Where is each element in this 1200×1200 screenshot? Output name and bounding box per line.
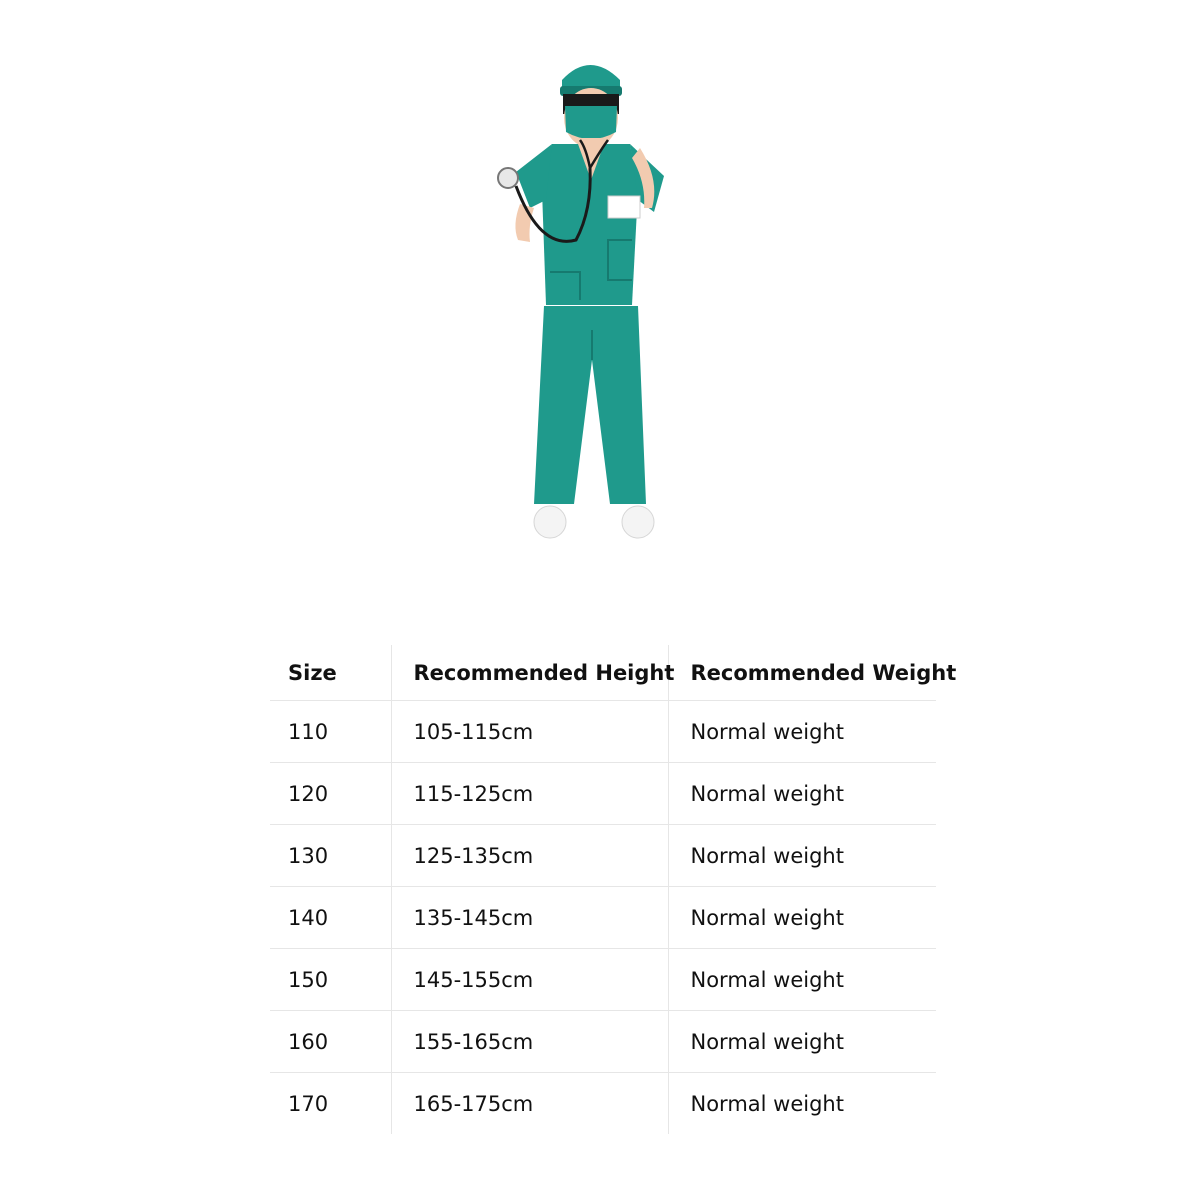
header-weight: Recommended Weight <box>668 645 936 701</box>
cell-size: 110 <box>270 701 391 763</box>
cell-height: 165-175cm <box>391 1073 668 1135</box>
cell-height: 155-165cm <box>391 1011 668 1073</box>
cell-weight: Normal weight <box>668 949 936 1011</box>
cell-size: 140 <box>270 887 391 949</box>
cell-weight: Normal weight <box>668 763 936 825</box>
table-row <box>270 1073 936 1135</box>
table-row <box>270 825 936 887</box>
cell-weight: Normal weight <box>668 1011 936 1073</box>
table-header-row <box>270 645 936 701</box>
product-photo <box>340 40 860 560</box>
cell-size: 120 <box>270 763 391 825</box>
table-row <box>270 701 936 763</box>
size-chart-table <box>270 645 957 1134</box>
cell-size: 150 <box>270 949 391 1011</box>
cell-weight: Normal weight <box>668 701 936 763</box>
cell-weight: Normal weight <box>668 825 936 887</box>
child-doctor-figure-icon <box>340 40 860 560</box>
cell-height: 135-145cm <box>391 887 668 949</box>
table-row <box>270 763 936 825</box>
cell-size: 130 <box>270 825 391 887</box>
cell-size: 170 <box>288 1091 329 1116</box>
table-row <box>270 887 936 949</box>
cell-weight: Normal weight <box>668 887 936 949</box>
header-height: Recommended Height <box>391 645 668 701</box>
cell-height: 145-155cm <box>391 949 668 1011</box>
header-size: Size <box>270 645 391 701</box>
cell-height: 105-115cm <box>391 701 668 763</box>
cell-height: 125-135cm <box>391 825 668 887</box>
table-row <box>270 1011 936 1073</box>
table-row <box>270 949 936 1011</box>
cell-weight: Normal weight <box>668 1073 936 1135</box>
cell-size: 160 <box>270 1011 391 1073</box>
cell-height: 115-125cm <box>391 763 668 825</box>
